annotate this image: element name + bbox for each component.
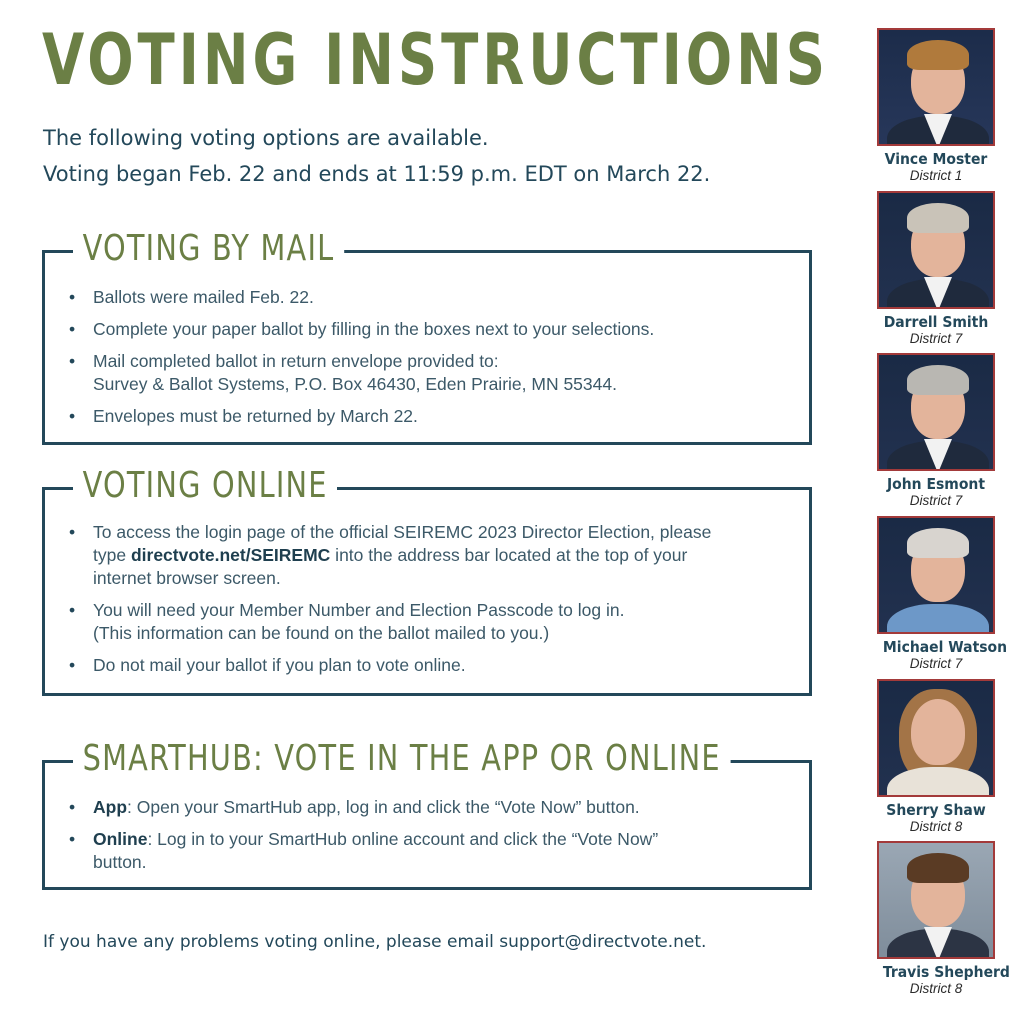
voting-by-mail-heading: VOTING BY MAIL xyxy=(73,227,344,271)
candidate-photo xyxy=(877,516,995,634)
candidate-card xyxy=(877,353,995,508)
page-title: VOTING INSTRUCTIONS xyxy=(42,19,829,101)
candidate-name: John Esmont xyxy=(886,475,986,493)
list-item: • Complete your paper ballot by filling in the boxes next to your selections. xyxy=(69,318,799,341)
smarthub-section xyxy=(42,738,812,890)
candidate-card xyxy=(877,28,995,183)
intro-text xyxy=(43,120,710,192)
list-item: • App: Open your SmartHub app, log in and click the “Vote Now” button. xyxy=(69,796,679,819)
candidate-name: Darrell Smith xyxy=(883,313,989,331)
list-item: • Mail completed ballot in return envelope provided to: Survey & Ballot Systems, P.O. Box 46430, Eden Prairie, MN 55344. xyxy=(69,350,799,396)
support-footer: If you have any problems voting online, please email support@directvote.net. xyxy=(43,932,707,952)
directvote-link[interactable]: directvote.net/SEIREMC xyxy=(130,545,331,565)
list-item: • Do not mail your ballot if you plan to vote online. xyxy=(69,654,749,677)
candidate-district: District 1 xyxy=(909,168,963,183)
candidate-photo xyxy=(877,28,995,146)
list-item: • Ballots were mailed Feb. 22. xyxy=(69,286,799,309)
mail-list xyxy=(69,286,799,437)
candidate-name: Vince Moster xyxy=(884,150,988,168)
candidate-photo xyxy=(877,841,995,959)
voting-online-section xyxy=(42,465,812,696)
candidate-photo xyxy=(877,353,995,471)
smarthub-heading: SMARTHUB: VOTE IN THE APP OR ONLINE xyxy=(73,737,730,781)
candidate-district: District 7 xyxy=(909,493,963,508)
online-list xyxy=(69,521,749,686)
voting-online-heading: VOTING ONLINE xyxy=(73,464,337,508)
candidate-district: District 7 xyxy=(909,656,963,671)
candidate-name: Sherry Shaw xyxy=(886,801,986,819)
candidate-name: Travis Shepherd xyxy=(882,963,1010,981)
smarthub-list xyxy=(69,796,679,883)
candidate-card xyxy=(877,841,1010,996)
candidate-name: Michael Watson xyxy=(882,638,1008,656)
candidate-photo xyxy=(877,191,995,309)
list-item: • You will need your Member Number and Election Passcode to log in. (This information can be found on the ballot mailed to you.) xyxy=(69,599,749,645)
candidate-card xyxy=(877,679,995,834)
list-item: • Envelopes must be returned by March 22. xyxy=(69,405,799,428)
candidate-card xyxy=(877,191,995,346)
intro-line-dates: Voting began Feb. 22 and ends at 11:59 p.m. EDT on March 22. xyxy=(43,162,711,186)
candidate-district: District 8 xyxy=(909,819,963,834)
list-item: • To access the login page of the official SEIREMC 2023 Director Election, please type directvote.net/SEIREMC into the address bar located at the top of your internet browser screen. xyxy=(69,521,749,590)
intro-line-options: The following voting options are available. xyxy=(43,126,489,150)
candidate-card xyxy=(877,516,1008,671)
candidate-district: District 7 xyxy=(909,331,963,346)
list-item: • Online: Log in to your SmartHub online account and click the “Vote Now” button. xyxy=(69,828,679,874)
candidate-photo xyxy=(877,679,995,797)
voting-by-mail-section xyxy=(42,228,812,445)
candidate-district: District 8 xyxy=(909,981,963,996)
